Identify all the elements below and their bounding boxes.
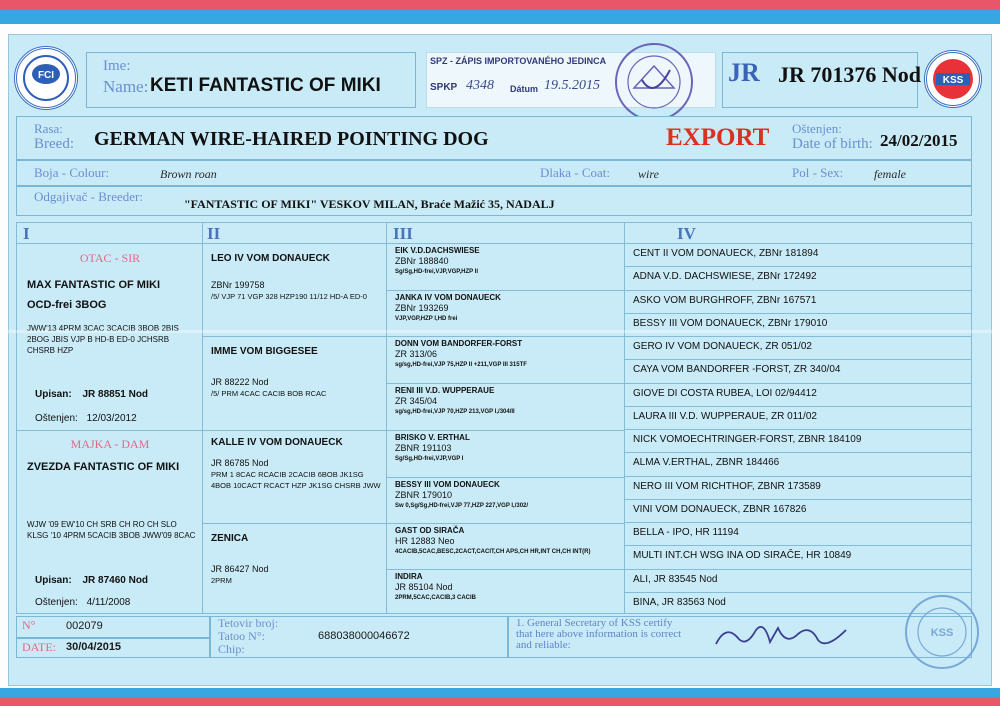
- gen3-name: EIK V.D.DACHSWIESE: [395, 246, 480, 255]
- gen3-name: DONN VOM BANDORFER-FORST: [395, 339, 523, 348]
- export-stamp: EXPORT: [666, 124, 770, 151]
- gen2-entry: [211, 346, 381, 399]
- gen3-entry: [395, 292, 621, 324]
- gen4-row-line: [625, 522, 971, 523]
- kss-round-stamp-icon: [900, 590, 984, 674]
- gen3-info: 2PRM,5CAC,CACIB,3 CACIB: [395, 595, 477, 601]
- sire-ostenjen-row: [35, 413, 137, 425]
- gen2-info: 2PRM: [211, 576, 232, 585]
- gen4-entry: LAURA III V.D. WUPPERAUE, ZR 011/02: [633, 410, 817, 422]
- gen3-info: 4CACIB,5CAC,BESC,2CACT,CACIT,CH APS,CH HR,INT CH,CH INT(R): [395, 549, 591, 555]
- col-iv-header: IV: [677, 224, 696, 243]
- gen3-line-1: [387, 290, 625, 291]
- gen3-line-6: [387, 523, 625, 524]
- col-iii-header: III: [393, 224, 413, 243]
- gen4-row-line: [625, 266, 971, 267]
- gen4-entry: GIOVE DI COSTA RUBEA, LOI 02/94412: [633, 387, 817, 399]
- fci-logo-text: FCI: [37, 70, 55, 81]
- gen4-row-line: [625, 313, 971, 314]
- gen4-row-line: [625, 499, 971, 500]
- gen3-reg: ZR 345/04: [395, 396, 438, 406]
- gen3-entry: [395, 432, 621, 464]
- dam-upisan-value: JR 87460 Nod: [82, 575, 149, 586]
- gen2-name: LEO IV VOM DONAUECK: [211, 253, 330, 264]
- gen3-reg: ZBNR 179010: [395, 490, 453, 500]
- gen4-entry: CENT II VOM DONAUECK, ZBNr 181894: [633, 248, 819, 259]
- fci-logo: [14, 46, 78, 110]
- gen2-reg: ZBNr 199758: [211, 280, 265, 290]
- gen4-entry: MULTI INT.CH WSG INA OD SIRAČE, HR 10849: [633, 550, 852, 562]
- gen3-reg: JR 85104 Nod: [395, 582, 453, 592]
- name-label-local: Ime:: [103, 58, 131, 74]
- breed-value: GERMAN WIRE-HAIRED POINTING DOG: [94, 128, 489, 150]
- sire-titles: JWW'13 4PRM 3CAC 3CACIB 3BOB 2BIS 2BOG JBIS VJP B HD-B ED-0 JCHSRB CHSRB HZP: [27, 324, 179, 355]
- gen3-entry: [395, 571, 621, 603]
- sire-ostenjen-label: Oštenjen:: [35, 413, 78, 424]
- sex-label: Pol - Sex:: [792, 165, 844, 180]
- gen3-line-7: [387, 569, 625, 570]
- gen2-info: /5/ PRM 4CAC CACIB BOB RCAC: [211, 389, 327, 398]
- dob-value: 24/02/2015: [880, 131, 958, 150]
- breeder-label: Odgajivač - Breeder:: [34, 189, 144, 204]
- gen2-info: PRM 1 8CAC RCACIB 2CACIB 6BOB JK1SG 4BOB 10CACT RCACT HZP JK1SG CHSRB JWW: [211, 470, 381, 490]
- signature-icon: [706, 616, 856, 656]
- gen2-name: ZENICA: [211, 533, 249, 544]
- kss-stamp-text: KSS: [930, 627, 954, 639]
- gen3-entry: [395, 385, 621, 417]
- dob-label-en: Date of birth:: [792, 136, 873, 152]
- datum-label: Dátum: [510, 84, 539, 94]
- gen4-entry: NERO III VOM RICHTHOF, ZBNR 173589: [633, 480, 821, 492]
- breed-label-local: Rasa:: [34, 121, 63, 136]
- gen3-line-5: [387, 477, 625, 478]
- sex-value: female: [874, 167, 906, 181]
- gen3-info: Sg/Sg,HD-frei,VJP,VGP I: [395, 456, 464, 462]
- bottom-blue-stripe: [0, 688, 1000, 698]
- certify-line-3: and reliable:: [516, 639, 571, 651]
- certify-line-2: that here above information is correct: [516, 628, 682, 640]
- fci-globe-icon: [20, 52, 72, 104]
- gen2-name: IMME VOM BIGGESEE: [211, 346, 318, 357]
- certify-text: [516, 618, 681, 651]
- gen3-reg: ZBNr 188840: [395, 256, 449, 266]
- kss-emblem-icon: [930, 56, 976, 102]
- jr-label: JR: [728, 58, 760, 87]
- chip-label: Chip:: [218, 642, 245, 656]
- gen4-entry: BELLA - IPO, HR 11194: [633, 527, 739, 538]
- gen4-entry: GERO IV VOM DONAUECK, ZR 051/02: [633, 341, 812, 352]
- fold-crease: [0, 330, 1000, 333]
- date-value: 30/04/2015: [66, 641, 122, 653]
- gen3-line-3: [387, 383, 625, 384]
- colour-value: Brown roan: [160, 167, 217, 181]
- gen4-row-line: [625, 290, 971, 291]
- gen2-reg: JR 86427 Nod: [211, 564, 269, 574]
- coat-label: Dlaka - Coat:: [540, 165, 611, 180]
- top-blue-stripe: [0, 10, 1000, 24]
- gen3-info: sg/sg,HD-frei,VJP 70,HZP 213,VGP I,/304/II: [395, 409, 515, 415]
- gen4-entry: BINA, JR 83563 Nod: [633, 596, 726, 608]
- dam-name: ZVEZDA FANTASTIC OF MIKI: [27, 461, 180, 473]
- gen4-row-line: [625, 569, 971, 570]
- dam-ostenjen-value: 4/11/2008: [86, 597, 131, 608]
- top-red-stripe: [0, 0, 1000, 10]
- mid-line: [17, 430, 387, 431]
- datum-value: 19.5.2015: [544, 78, 600, 93]
- gen4-entry: ADNA V.D. DACHSWIESE, ZBNr 172492: [633, 271, 817, 283]
- breed-label-en: Breed:: [34, 136, 74, 152]
- gen3-name: INDIRA: [395, 572, 423, 581]
- gen3-info: VJP,VGP,HZP I,HD frei: [395, 316, 458, 322]
- gen2-entry: [211, 533, 381, 586]
- gen4-row-line: [625, 452, 971, 453]
- sire-ostenjen-value: 12/03/2012: [86, 413, 137, 424]
- gen3-name: BRISKO V. ERTHAL: [395, 433, 470, 442]
- gen3-name: RENI III V.D. WUPPERAUE: [395, 386, 495, 395]
- spkp-value: 4348: [466, 78, 494, 93]
- pedigree-grid: [16, 222, 972, 614]
- gen4-entry: CAYA VOM BANDORFER -FORST, ZR 340/04: [633, 364, 841, 376]
- dam-ostenjen-row: [35, 597, 130, 609]
- gen3-info: Sw 0,Sg/Sg,HD-frei,VJP 77,HZP 227,VGP I,/302/: [395, 503, 529, 509]
- gen3-name: GAST OD SIRAČA: [395, 526, 465, 535]
- tattoo-label-local: Tetovir broj:: [218, 616, 279, 630]
- gen4-row-line: [625, 383, 971, 384]
- gen2-line-1: [203, 336, 387, 337]
- gen3-entry: [395, 338, 621, 370]
- kss-logo: [924, 50, 982, 108]
- gen3-reg: HR 12883 Neo: [395, 536, 455, 546]
- number-box: [16, 616, 210, 638]
- gen4-entry: ALI, JR 83545 Nod: [633, 573, 718, 585]
- date-label: DATE:: [22, 640, 56, 654]
- gen4-row-line: [625, 429, 971, 430]
- gen3-name: BESSY III VOM DONAUECK: [395, 480, 500, 489]
- import-title: SPZ - ZÁPIS IMPORTOVANÉHO JEDINCA: [430, 56, 607, 66]
- dam-title: MAJKA - DAM: [70, 437, 150, 451]
- spkp-label: SPKP: [430, 82, 458, 93]
- gen4-entry: ALMA V.ERTHAL, ZBNR 184466: [633, 457, 780, 469]
- gen3-info: sg/sg,HD-frei,VJP 75,HZP II +211,VGP III 315TF: [395, 362, 527, 368]
- sire-upisan-value: JR 88851 Nod: [82, 389, 149, 400]
- gen4-row-line: [625, 545, 971, 546]
- header-line: [17, 243, 973, 244]
- coat-value: wire: [638, 167, 659, 181]
- dam-upisan-row: [35, 575, 148, 587]
- dam-upisan-label: Upisan:: [35, 575, 72, 586]
- colour-label: Boja - Colour:: [34, 165, 110, 180]
- gen2-line-2: [203, 523, 387, 524]
- gen2-entry: [211, 253, 381, 302]
- number-value: 002079: [66, 620, 103, 632]
- gen4-row-line: [625, 476, 971, 477]
- sire-name: MAX FANTASTIC OF MIKI: [27, 279, 161, 291]
- gen4-entry: BESSY III VOM DONAUECK, ZBNr 179010: [633, 317, 828, 329]
- gen4-row-line: [625, 336, 971, 337]
- col-i-header: I: [23, 224, 30, 243]
- gen3-entry: [395, 479, 621, 511]
- gen3-entry: [395, 245, 621, 277]
- registration-number: JR 701376 Nod: [778, 62, 922, 87]
- name-label-en: Name:: [103, 77, 149, 96]
- dam-block: [27, 461, 197, 541]
- dob-label-local: Oštenjen:: [792, 121, 842, 136]
- gen4-row-line: [625, 406, 971, 407]
- sire-block: [27, 279, 197, 356]
- certify-line-1: 1. General Secretary of KSS certify: [516, 617, 673, 629]
- gen3-entry: [395, 525, 621, 557]
- kss-logo-text: KSS: [942, 75, 964, 86]
- library-stamp-icon: [612, 40, 696, 124]
- number-label: N°: [22, 618, 36, 632]
- gen3-reg: ZBNr 193269: [395, 303, 449, 313]
- col-ii-header: II: [207, 224, 221, 243]
- gen2-entry: [211, 437, 381, 491]
- gen3-reg: ZR 313/06: [395, 349, 438, 359]
- gen2-info: /5/ VJP 71 VGP 328 HZP190 11/12 HD-A ED-0: [211, 292, 367, 301]
- gen4-entry: ASKO VOM BURGHROFF, ZBNr 167571: [633, 294, 817, 306]
- gen2-reg: JR 86785 Nod: [211, 458, 269, 468]
- breeder-value: "FANTASTIC OF MIKI" VESKOV MILAN, Braće Mažić 35, NADALJ: [184, 197, 555, 211]
- gen3-reg: ZBNR 191103: [395, 443, 452, 453]
- chip-value: 688038000046672: [318, 630, 410, 642]
- tattoo-label-en: Tatoo N°:: [218, 629, 265, 643]
- gen4-entry: NICK VOMOECHTRINGER-FORST, ZBNR 184109: [633, 434, 862, 445]
- gen3-line-2: [387, 336, 625, 337]
- gen2-name: KALLE IV VOM DONAUECK: [211, 437, 343, 448]
- gen3-line-4: [387, 430, 625, 431]
- bottom-red-stripe: [0, 698, 1000, 706]
- gen4-entry: VINI VOM DONAUECK, ZBNR 167826: [633, 503, 807, 515]
- dam-ostenjen-label: Oštenjen:: [35, 597, 78, 608]
- sire-health: OCD-frei 3BOG: [27, 299, 107, 311]
- sire-upisan-label: Upisan:: [35, 389, 72, 400]
- gen3-info: Sg/Sg,HD-frei,VJP,VGP,HZP II: [395, 269, 479, 275]
- gen3-name: JANKA IV VOM DONAUECK: [395, 293, 501, 302]
- sire-title: OTAC - SIR: [79, 251, 141, 265]
- gen2-reg: JR 88222 Nod: [211, 377, 269, 387]
- dog-name: KETI FANTASTIC OF MIKI: [150, 75, 381, 96]
- dam-titles: WJW '09 EW'10 CH SRB CH RO CH SLO KLSG '10 4PRM 5CACIB 3BOB JWW'09 8CAC: [27, 520, 196, 540]
- sire-upisan-row: [35, 389, 148, 401]
- gen4-row-line: [625, 359, 971, 360]
